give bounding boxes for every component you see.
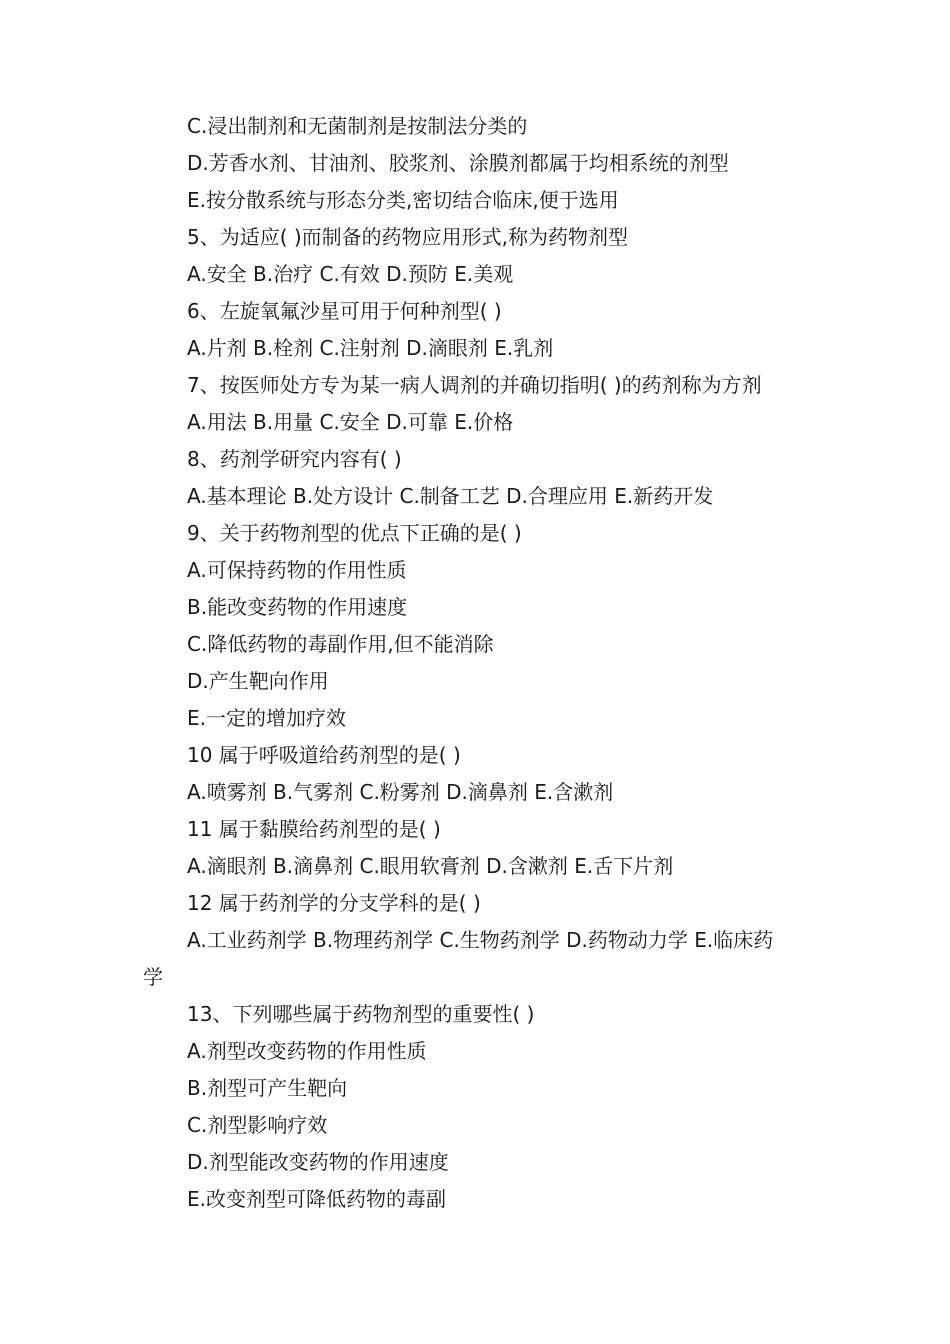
document-page xyxy=(0,108,950,1218)
options-5: A.安全 B.治疗 C.有效 D.预防 E.美观 xyxy=(187,262,514,286)
options-12: A.工业药剂学 B.物理药剂学 C.生物药剂学 D.药物动力学 E.临床药 xyxy=(187,928,774,952)
question-7: 7、按医师处方专为某一病人调剂的并确切指明( )的药剂称为方剂 xyxy=(187,373,762,397)
text-line: E.按分散系统与形态分类,密切结合临床,便于选用 xyxy=(187,188,619,212)
option-9a: A.可保持药物的作用性质 xyxy=(187,558,407,582)
option-13a: A.剂型改变药物的作用性质 xyxy=(187,1039,427,1063)
question-11: 11 属于黏膜给药剂型的是( ) xyxy=(187,817,441,841)
option-9c: C.降低药物的毒副作用,但不能消除 xyxy=(187,632,494,656)
question-9: 9、关于药物剂型的优点下正确的是( ) xyxy=(187,521,522,545)
option-9d: D.产生靶向作用 xyxy=(187,669,329,693)
option-9b: B.能改变药物的作用速度 xyxy=(187,595,408,619)
options-6: A.片剂 B.栓剂 C.注射剂 D.滴眼剂 E.乳剂 xyxy=(187,336,554,360)
options-12-continuation: 学 xyxy=(143,965,163,989)
question-10: 10 属于呼吸道给药剂型的是( ) xyxy=(187,743,461,767)
option-13d: D.剂型能改变药物的作用速度 xyxy=(187,1150,449,1174)
question-13: 13、下列哪些属于药物剂型的重要性( ) xyxy=(187,1002,535,1026)
option-13c: C.剂型影响疗效 xyxy=(187,1113,328,1137)
option-13e: E.改变剂型可降低药物的毒副 xyxy=(187,1187,446,1211)
question-12: 12 属于药剂学的分支学科的是( ) xyxy=(187,891,481,915)
options-11: A.滴眼剂 B.滴鼻剂 C.眼用软膏剂 D.含漱剂 E.舌下片剂 xyxy=(187,854,674,878)
options-7: A.用法 B.用量 C.安全 D.可靠 E.价格 xyxy=(187,410,514,434)
question-5: 5、为适应( )而制备的药物应用形式,称为药物剂型 xyxy=(187,225,629,249)
options-8: A.基本理论 B.处方设计 C.制备工艺 D.合理应用 E.新药开发 xyxy=(187,484,714,508)
option-13b: B.剂型可产生靶向 xyxy=(187,1076,348,1100)
options-10: A.喷雾剂 B.气雾剂 C.粉雾剂 D.滴鼻剂 E.含漱剂 xyxy=(187,780,614,804)
text-line: C.浸出制剂和无菌制剂是按制法分类的 xyxy=(187,114,528,138)
question-8: 8、药剂学研究内容有( ) xyxy=(187,447,402,471)
question-6: 6、左旋氧氟沙星可用于何种剂型( ) xyxy=(187,299,502,323)
option-9e: E.一定的增加疗效 xyxy=(187,706,346,730)
text-line: D.芳香水剂、甘油剂、胶浆剂、涂膜剂都属于均相系统的剂型 xyxy=(187,151,729,175)
